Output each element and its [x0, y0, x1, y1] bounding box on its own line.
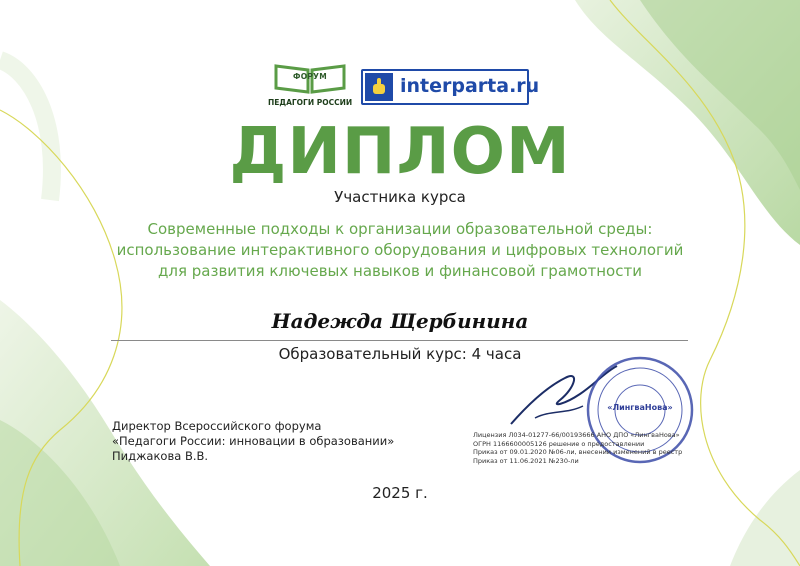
stamp-center-text: «ЛингваНова»	[607, 403, 673, 412]
course-line: Современные подходы к организации образовательной среды:	[147, 220, 653, 238]
course-line: использование интерактивного оборудования и цифровых технологий	[116, 241, 684, 259]
diploma-title: ДИПЛОМ	[229, 115, 571, 189]
interparta-logo-text: interparta.ru	[400, 75, 540, 97]
course-hours: Образовательный курс: 4 часа	[278, 345, 522, 363]
director-line: «Педагоги России: инновации в образовании»	[112, 434, 395, 448]
license-line: Приказ от 11.06.2021 №230-ли	[473, 456, 579, 465]
forum-logo-top-text: ФОРУМ	[292, 72, 328, 81]
license-line: Лицензия Л034-01277-66/00193666 АНО ДПО «ЛингваНова»	[473, 431, 680, 439]
license-line: Приказ от 09.01.2020 №06-ли, внесении изменений в реестр	[473, 448, 683, 456]
course-title	[80, 219, 720, 282]
recipient-name: Надежда Щербинина	[271, 309, 529, 333]
director-line: Директор Всероссийского форума	[112, 419, 322, 433]
forum-logo-bottom-text: ПЕДАГОГИ РОССИИ	[268, 98, 353, 107]
interparta-logo	[361, 69, 540, 105]
issue-year: 2025 г.	[372, 484, 428, 502]
director-line: Пиджакова В.В.	[112, 449, 209, 463]
course-line: для развития ключевых навыков и финансовой грамотности	[158, 262, 642, 280]
participant-label: Участника курса	[334, 188, 466, 206]
name-underline	[111, 340, 688, 341]
license-line: ОГРН 1166600005126 решение о предоставлении	[473, 439, 645, 448]
forum-logo	[268, 62, 353, 110]
hand-icon	[365, 73, 393, 101]
license-info	[473, 431, 682, 465]
director-signature-block	[112, 419, 394, 464]
